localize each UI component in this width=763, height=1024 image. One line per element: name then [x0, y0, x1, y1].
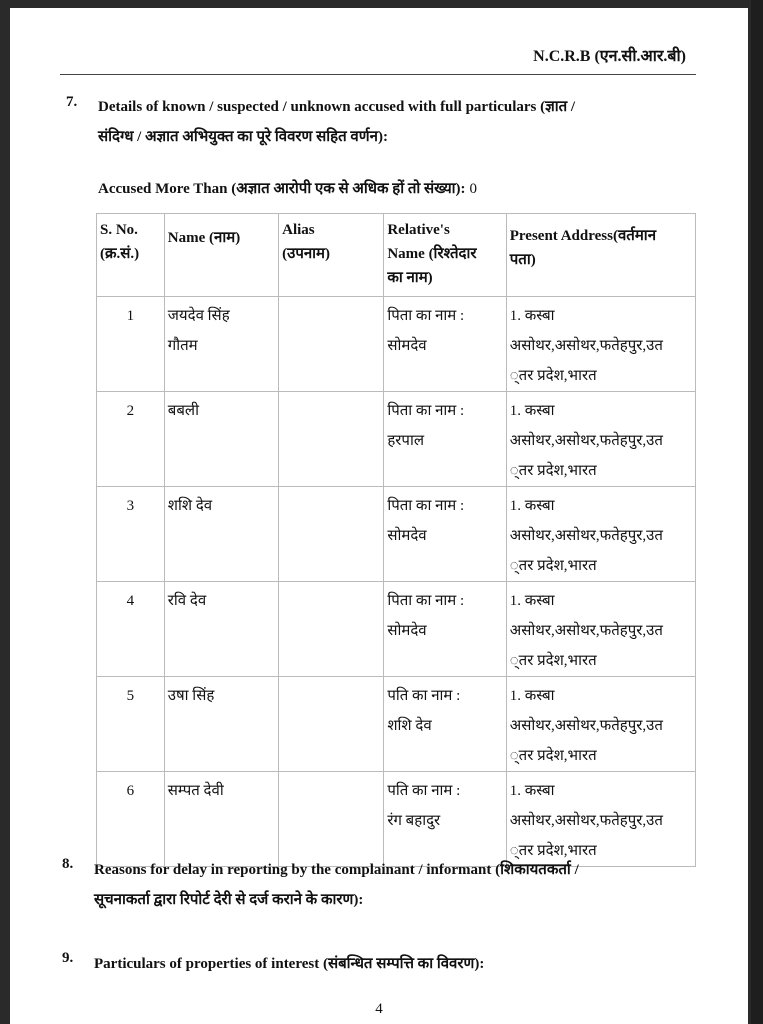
cell-alias [279, 582, 384, 677]
cell-present-address: 1. कस्बा असोथर,असोथर,फतेहपुर,उत ्तर प्रदेश,भारत [506, 487, 695, 582]
accused-more-than [98, 178, 477, 198]
cell-alias [279, 392, 384, 487]
cell-alias [279, 487, 384, 582]
cell-name: रवि देव [164, 582, 278, 677]
cell-sno: 1 [97, 297, 165, 392]
cell-present-address: 1. कस्बा असोथर,असोथर,फतेहपुर,उत ्तर प्रदेश,भारत [506, 582, 695, 677]
cell-name: जयदेव सिंह गौतम [164, 297, 278, 392]
cell-sno: 5 [97, 677, 165, 772]
section-8-line-2: सूचनाकर्ता द्वारा रिपोर्ट देरी से दर्ज कराने के कारण): [94, 892, 364, 908]
table-row [97, 487, 696, 582]
cell-alias [279, 772, 384, 867]
cell-name: सम्पत देवी [164, 772, 278, 867]
cell-name: बबली [164, 392, 278, 487]
cell-name: शशि देव [164, 487, 278, 582]
section-9-number: 9. [62, 950, 74, 966]
header-sno: S. No. (क्र.सं.) [97, 214, 165, 297]
section-8-number: 8. [62, 856, 74, 872]
page-number: 4 [375, 1001, 383, 1017]
cell-relative-name: पिता का नाम : हरपाल [384, 392, 506, 487]
cell-name: उषा सिंह [164, 677, 278, 772]
cell-present-address: 1. कस्बा असोथर,असोथर,फतेहपुर,उत ्तर प्रदेश,भारत [506, 677, 695, 772]
page-edge-shadow [751, 0, 763, 1024]
table-row [97, 677, 696, 772]
table-row [97, 297, 696, 392]
section-8-line-1: Reasons for delay in reporting by the complainant / informant (शिकायतकर्ता / [94, 862, 579, 878]
table-row [97, 582, 696, 677]
cell-relative-name: पति का नाम : रंग बहादुर [384, 772, 506, 867]
section-7-line-1: Details of known / suspected / unknown accused with full particulars (ज्ञात / [98, 99, 576, 115]
cell-relative-name: पति का नाम : शशि देव [384, 677, 506, 772]
cell-sno: 6 [97, 772, 165, 867]
cell-relative-name: पिता का नाम : सोमदेव [384, 582, 506, 677]
accused-label: Accused More Than (अज्ञात आरोपी एक से अधिक हों तो संख्या): [98, 181, 466, 197]
section-9-line-1: Particulars of properties of interest (संबन्धित सम्पत्ति का विवरण): [94, 956, 485, 972]
section-7-heading [98, 92, 575, 152]
table-row [97, 392, 696, 487]
section-9-heading [94, 949, 484, 979]
header-present-address: Present Address(वर्तमान पता) [506, 214, 695, 297]
cell-sno: 4 [97, 582, 165, 677]
cell-alias [279, 297, 384, 392]
header-title: N.C.R.B (एन.सी.आर.बी) [533, 48, 686, 65]
cell-relative-name: पिता का नाम : सोमदेव [384, 297, 506, 392]
cell-relative-name: पिता का नाम : सोमदेव [384, 487, 506, 582]
header-relative-name: Relative's Name (रिश्तेदार का नाम) [384, 214, 506, 297]
table-row [97, 772, 696, 867]
cell-alias [279, 677, 384, 772]
cell-sno: 2 [97, 392, 165, 487]
accused-table [96, 213, 696, 867]
header-alias: Alias (उपनाम) [279, 214, 384, 297]
header-name: Name (नाम) [164, 214, 278, 297]
accused-count: 0 [469, 181, 478, 197]
cell-present-address: 1. कस्बा असोथर,असोथर,फतेहपुर,उत ्तर प्रदेश,भारत [506, 297, 695, 392]
table-header-row [97, 214, 696, 297]
cell-present-address: 1. कस्बा असोथर,असोथर,फतेहपुर,उत ्तर प्रदेश,भारत [506, 392, 695, 487]
section-8-heading [94, 855, 579, 915]
section-7-number: 7. [66, 94, 78, 110]
section-7-line-2: संदिग्ध / अज्ञात अभियुक्त का पूरे विवरण सहित वर्णन): [98, 129, 388, 145]
cell-present-address: 1. कस्बा असोथर,असोथर,फतेहपुर,उत ्तर प्रदेश,भारत [506, 772, 695, 867]
header-divider [60, 74, 696, 75]
document-page [10, 8, 748, 1024]
cell-sno: 3 [97, 487, 165, 582]
